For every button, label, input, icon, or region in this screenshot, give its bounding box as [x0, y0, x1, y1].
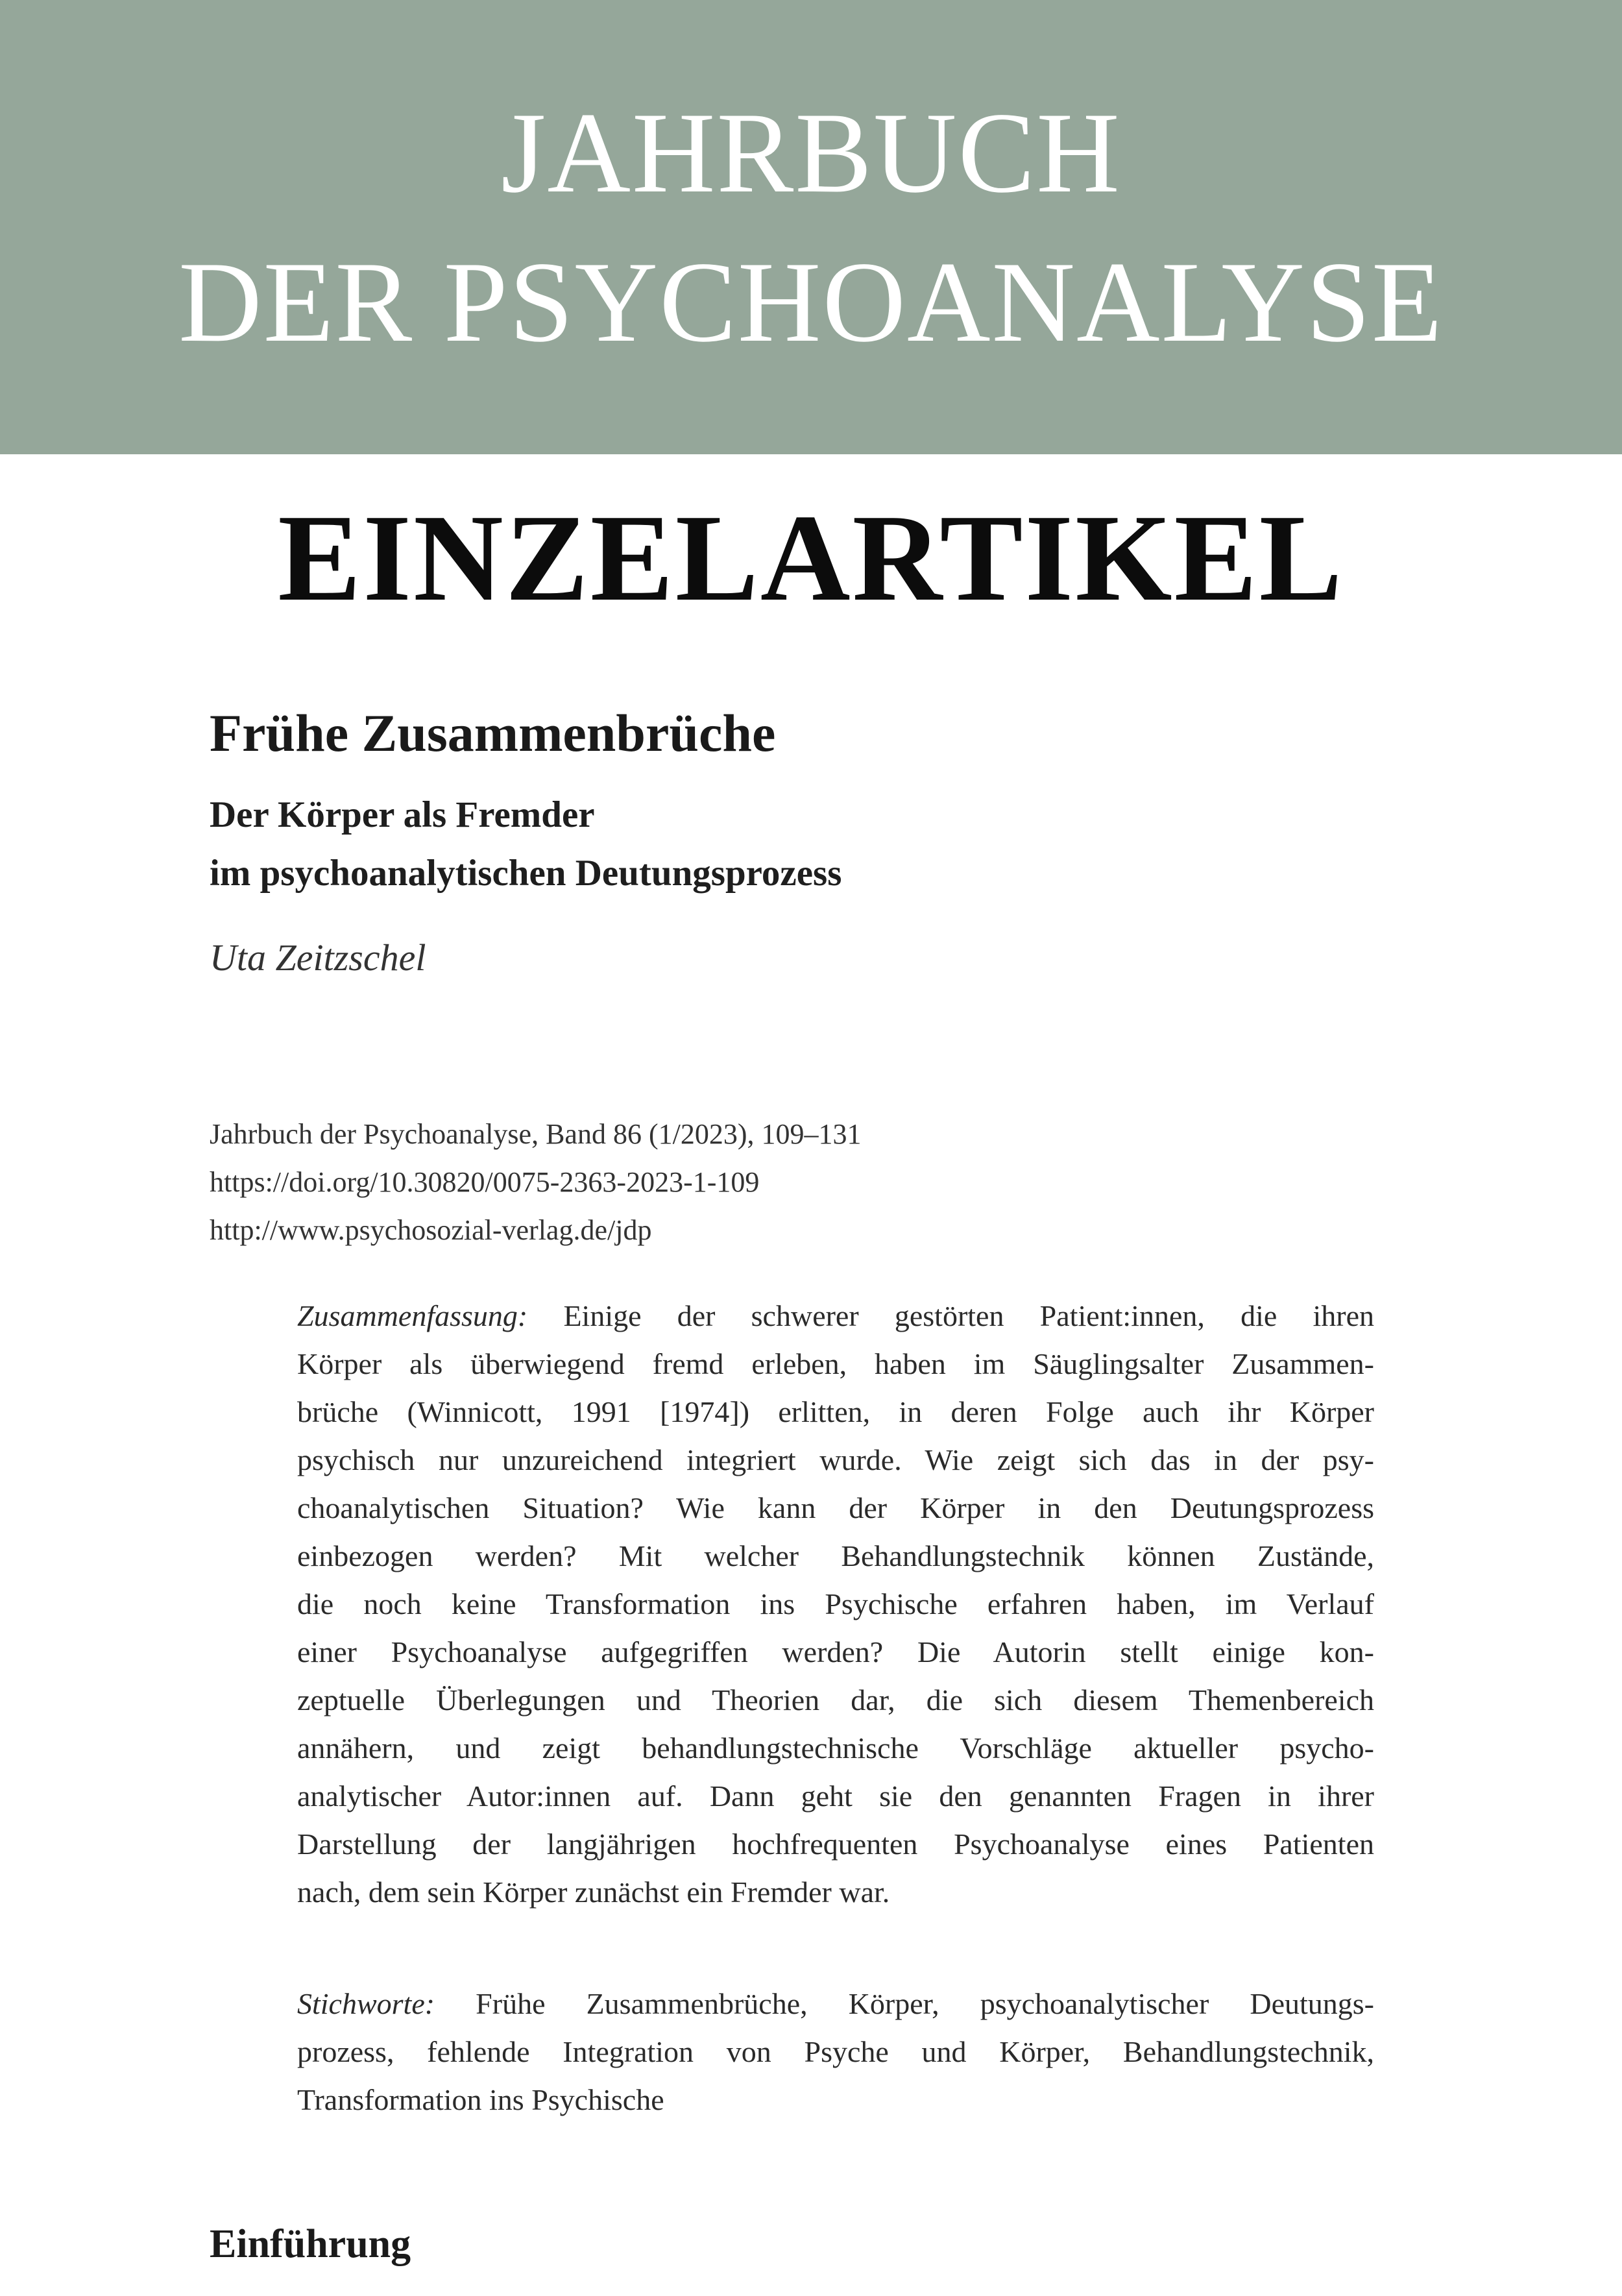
- article-subtitle-line-1: Der Körper als Fremder: [210, 794, 595, 835]
- article-author: Uta Zeitzschel: [210, 936, 426, 979]
- abstract-line: choanalytischen Situation? Wie kann der Körper in den Deutungsprozess: [297, 1491, 1374, 1524]
- abstract-line: die noch keine Transformation ins Psychische erfahren haben, im Verlauf: [297, 1587, 1374, 1620]
- citation-info: Jahrbuch der Psychoanalyse, Band 86 (1/2023), 109–131: [210, 1118, 862, 1150]
- article-title: Frühe Zusammenbrüche: [210, 703, 776, 763]
- doi-link[interactable]: https://doi.org/10.30820/0075-2363-2023-1-109: [210, 1166, 760, 1198]
- keywords-line: Transformation ins Psychische: [297, 2083, 664, 2116]
- journal-title-line-2: DER PSYCHOANALYSE: [178, 238, 1444, 366]
- article-subtitle-line-2: im psychoanalytischen Deutungsprozess: [210, 853, 842, 894]
- abstract-line: einbezogen werden? Mit welcher Behandlungstechnik können Zustände,: [297, 1539, 1374, 1572]
- keywords-line: prozess, fehlende Integration von Psyche und Körper, Behandlungstechnik,: [297, 2035, 1374, 2068]
- abstract-line: Darstellung der langjährigen hochfrequenten Psychoanalyse eines Patienten: [297, 1827, 1374, 1861]
- abstract-line: einer Psychoanalyse aufgegriffen werden? Die Autorin stellt einige kon-: [297, 1635, 1374, 1668]
- abstract-line: analytischer Autor:innen auf. Dann geht sie den genannten Fragen in ihrer: [297, 1779, 1374, 1813]
- abstract-line: brüche (Winnicott, 1991 [1974]) erlitten, in deren Folge auch ihr Körper: [297, 1395, 1374, 1428]
- abstract-label: Zusammenfassung:: [297, 1299, 528, 1332]
- journal-title-line-1: JAHRBUCH: [501, 88, 1121, 217]
- abstract-line: Körper als überwiegend fremd erleben, haben im Säuglingsalter Zusammen-: [297, 1347, 1374, 1380]
- abstract-line: zeptuelle Überlegungen und Theorien dar, die sich diesem Themenbereich: [297, 1683, 1374, 1716]
- section-heading-introduction: Einführung: [210, 2222, 411, 2266]
- abstract-line: annähern, und zeigt behandlungstechnische Vorschläge aktueller psycho-: [297, 1731, 1374, 1765]
- abstract-line: Zusammenfassung: Einige der schwerer gestörten Patient:innen, die ihren: [297, 1299, 1375, 1332]
- abstract-line: psychisch nur unzureichend integriert wurde. Wie zeigt sich das in der psy-: [297, 1443, 1374, 1476]
- article-type-label: EINZELARTIKEL: [278, 489, 1344, 627]
- publisher-website-link[interactable]: http://www.psychosozial-verlag.de/jdp: [210, 1214, 652, 1246]
- keywords-label: Stichworte:: [297, 1987, 435, 2020]
- abstract-line: nach, dem sein Körper zunächst ein Fremder war.: [297, 1875, 890, 1909]
- journal-banner: [0, 0, 1622, 454]
- keywords-line: Stichworte: Frühe Zusammenbrüche, Körper, psychoanalytischer Deutungs-: [297, 1987, 1375, 2020]
